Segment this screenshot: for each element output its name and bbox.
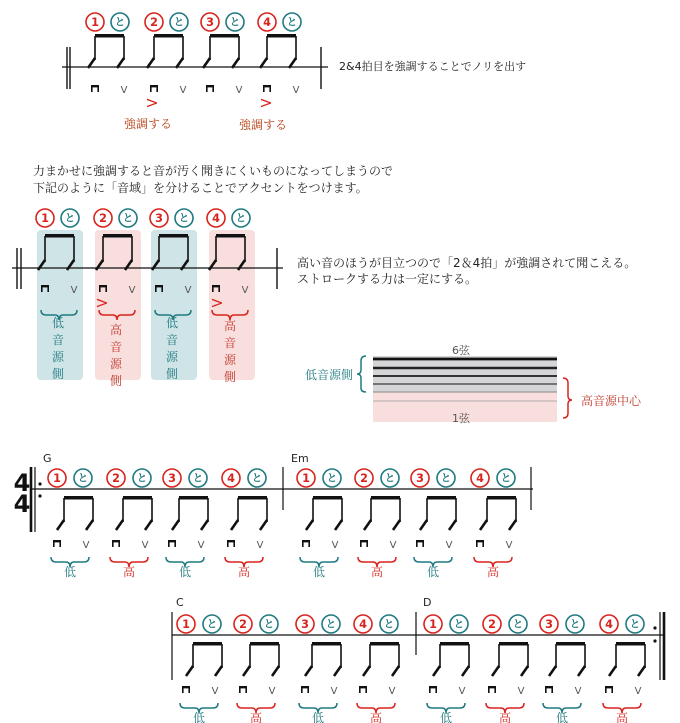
s1-and-1-text: と — [114, 16, 126, 29]
row2-d-down-2-r — [494, 686, 496, 693]
row2-c-beat-1-num: 1 — [182, 617, 190, 631]
s1-beat-2-num: 2 — [150, 15, 158, 29]
string-6-label: 6弦 — [452, 344, 470, 357]
row1-em-notes-4-beam — [487, 496, 516, 500]
row2-c-beat-2-num: 2 — [239, 617, 247, 631]
row2-d-beat-2-num: 2 — [488, 617, 496, 631]
s2-and-4-text: と — [235, 212, 247, 225]
row1-g-notes-3-beam — [179, 496, 208, 500]
row1-em-range-2: 高 — [370, 565, 384, 579]
row1-em-down-1-l — [302, 540, 304, 547]
row1-g-notes-2-beam — [123, 496, 152, 500]
row1-em-notes-1-head1 — [306, 520, 313, 530]
chord-c: C — [176, 596, 184, 609]
s1-and-3-text: と — [229, 16, 241, 29]
row1-g-notes-1-beam — [64, 496, 93, 500]
high-side-bracket — [563, 378, 572, 418]
row1-repeat-dot2 — [38, 494, 41, 497]
row2-c-notes-4-head1 — [363, 666, 370, 676]
s1-notes-2-beam — [154, 34, 183, 38]
row2-c-and-1-text: と — [206, 618, 218, 631]
row2-c-notes-4-head2 — [392, 666, 399, 676]
row1-em-beat-2-num: 2 — [360, 471, 368, 485]
explain-line-2: ストロークする力は一定にする。 — [297, 272, 478, 286]
s2-beat-3-num: 3 — [155, 211, 163, 225]
s1-down-3-r — [212, 85, 214, 92]
row2-c-beat-4-num: 4 — [359, 617, 367, 631]
row1-g-up-1: V — [82, 540, 90, 551]
row1-g-notes-4-head2 — [260, 520, 267, 530]
row1-em-notes-2-head1 — [364, 520, 371, 530]
s2-up-3: V — [184, 285, 192, 296]
row2-d-up-3: V — [574, 686, 582, 697]
row1-em-up-2: V — [389, 540, 397, 551]
row2-c-down-3-r — [307, 686, 309, 693]
row2-d-range-4: 高 — [615, 711, 629, 723]
low-side-bracket — [357, 356, 366, 392]
row2-c-beat-3-num: 3 — [301, 617, 309, 631]
s2-down-1-l — [41, 285, 43, 292]
row1-g-and-1-text: と — [77, 472, 89, 485]
row2-d-down-4-l — [605, 686, 607, 693]
row2-d-up-2: V — [517, 686, 525, 697]
row1-em-range-1: 低 — [312, 565, 326, 579]
string-1-label: 1弦 — [452, 412, 470, 425]
row1-g-beat-3-num: 3 — [168, 471, 176, 485]
low-side-label-1: 低音源側 — [51, 316, 64, 381]
row2-c-notes-1-head2 — [215, 666, 222, 676]
s2-beat-1-num: 1 — [41, 211, 49, 225]
row2-c-notes-2-beam — [250, 642, 279, 646]
s1-down-4-r — [269, 85, 271, 92]
s1-up-4: V — [292, 85, 300, 96]
s2-beat-2-num: 2 — [99, 211, 107, 225]
s1-notes-3-beam — [210, 34, 239, 38]
s2-and-3-text: と — [178, 212, 190, 225]
row2-d-notes-2-beam — [499, 642, 528, 646]
chord-em: Em — [291, 452, 309, 465]
s1-down-1-l — [91, 85, 93, 92]
row1-em-beat-3-num: 3 — [416, 471, 424, 485]
row1-g-up-2: V — [141, 540, 149, 551]
row1-g-range-3: 低 — [178, 565, 192, 579]
row2-d-notes-4-beam — [616, 642, 645, 646]
row2-d-notes-1-head1 — [433, 666, 440, 676]
row2-d-notes-2-head2 — [521, 666, 528, 676]
emphasize-label-2: 強調する — [124, 117, 173, 131]
row2-d-down-1-l — [429, 686, 431, 693]
row2-c-and-2-text: と — [263, 618, 275, 631]
row1-g-down-1-l — [53, 540, 55, 547]
row2-c-down-2-r — [245, 686, 247, 693]
row2-d-up-1: V — [458, 686, 466, 697]
row1-em-notes-3-head1 — [420, 520, 427, 530]
row2-c-notes-4-beam — [370, 642, 399, 646]
row1-g-and-2-text: と — [136, 472, 148, 485]
row1-em-down-3-l — [416, 540, 418, 547]
s2-notes-2-beam — [103, 234, 132, 238]
s2-down-2-l — [99, 285, 101, 292]
row1-em-notes-1-head2 — [335, 520, 342, 530]
row1-em-up-3: V — [445, 540, 453, 551]
row1-g-notes-4-head1 — [231, 520, 238, 530]
row1-g-down-3-l — [168, 540, 170, 547]
s2-notes-4-beam — [216, 234, 245, 238]
row2-c-down-1-l — [182, 686, 184, 693]
row1-em-down-2-l — [360, 540, 362, 547]
row2-d-notes-3-head2 — [578, 666, 585, 676]
row2-c-notes-1-beam — [193, 642, 222, 646]
s2-down-1-r — [47, 285, 49, 292]
row2-d-and-3-text: と — [569, 618, 581, 631]
row2-c-down-3-l — [301, 686, 303, 693]
row1-em-down-1-r — [308, 540, 310, 547]
s1-beat-1-num: 1 — [91, 15, 99, 29]
chord-d: D — [423, 596, 432, 609]
row1-g-and-4-text: と — [251, 472, 263, 485]
s1-up-2: V — [179, 85, 187, 96]
s2-and-1-text: と — [64, 212, 76, 225]
row2-c-notes-3-head2 — [334, 666, 341, 676]
time-sig-bottom: 4 — [13, 490, 31, 518]
row1-g-down-2-l — [112, 540, 114, 547]
low-side-label-3: 低音源側 — [165, 316, 178, 381]
row1-g-notes-2-head1 — [116, 520, 123, 530]
row1-g-and-3-text: と — [192, 472, 204, 485]
row2-d-beat-4-num: 4 — [605, 617, 613, 631]
row1-em-down-3-r — [422, 540, 424, 547]
s2-accent-4: > — [210, 293, 224, 312]
s1-notes-4-beam — [267, 34, 296, 38]
row2-d-notes-4-head1 — [609, 666, 616, 676]
row1-g-notes-1-head2 — [86, 520, 93, 530]
high-side-label-2: 高音源側 — [109, 323, 122, 388]
row1-em-and-3-text: と — [440, 472, 452, 485]
row1-em-down-2-r — [366, 540, 368, 547]
time-sig-top: 4 — [13, 469, 31, 497]
s1-accent-2: > — [145, 93, 159, 112]
s2-beat-4-num: 4 — [212, 211, 220, 225]
row2-d-notes-2-head1 — [492, 666, 499, 676]
row2-d-down-3-l — [545, 686, 547, 693]
row2-c-notes-1-head1 — [186, 666, 193, 676]
s1-accent-4: > — [259, 93, 273, 112]
row1-g-notes-1-head1 — [57, 520, 64, 530]
s1-beat-3-num: 3 — [206, 15, 214, 29]
row1-g-down-4-r — [233, 540, 235, 547]
row1-em-notes-4-head2 — [509, 520, 516, 530]
row1-g-down-3-r — [174, 540, 176, 547]
intro-line-1: 力まかせに強調すると音が汚く聞きにくいものになってしまうので — [33, 164, 394, 178]
row1-em-and-2-text: と — [384, 472, 396, 485]
row1-g-beat-2-num: 2 — [112, 471, 120, 485]
row2-d-down-2-l — [488, 686, 490, 693]
row2-c-and-4-text: と — [383, 618, 395, 631]
row2-c-range-4: 高 — [369, 711, 383, 723]
s1-and-2-text: と — [173, 16, 185, 29]
row2-d-notes-1-beam — [440, 642, 469, 646]
row2-c-notes-2-head2 — [272, 666, 279, 676]
row1-em-notes-3-beam — [427, 496, 456, 500]
s2-down-4-l — [212, 285, 214, 292]
s2-notes-3-beam — [159, 234, 188, 238]
row2-d-and-1-text: と — [453, 618, 465, 631]
row2-d-notes-1-head2 — [462, 666, 469, 676]
low-side-text: 低音源側 — [305, 368, 354, 382]
row1-g-beat-4-num: 4 — [227, 471, 235, 485]
row2-c-down-1-r — [188, 686, 190, 693]
row2-c-range-1: 低 — [192, 711, 206, 723]
row2-c-notes-3-beam — [312, 642, 341, 646]
row1-g-down-2-r — [118, 540, 120, 547]
s2-up-1: V — [70, 285, 78, 296]
strings-low-bg — [373, 356, 557, 392]
s2-up-4: V — [241, 285, 249, 296]
row2-c-up-4: V — [388, 686, 396, 697]
row1-em-beat-1-num: 1 — [302, 471, 310, 485]
s2-notes-1-beam — [45, 234, 74, 238]
row1-repeat-dot1 — [38, 482, 41, 485]
row1-em-notes-1-beam — [313, 496, 342, 500]
s2-up-2: V — [128, 285, 136, 296]
row1-g-range-4: 高 — [237, 565, 251, 579]
row1-em-and-1-text: と — [326, 472, 338, 485]
row1-em-notes-2-beam — [371, 496, 400, 500]
row2-d-and-4-text: と — [629, 618, 641, 631]
intro-line-2: 下記のように「音域」を分けることでアクセントをつけます。 — [33, 181, 368, 195]
row2-d-and-2-text: と — [512, 618, 524, 631]
row2-d-up-4: V — [634, 686, 642, 697]
row2-d-range-3: 低 — [555, 711, 569, 723]
row2-d-notes-4-head2 — [638, 666, 645, 676]
s1-and-4-text: と — [286, 16, 298, 29]
row1-em-notes-2-head2 — [393, 520, 400, 530]
row1-g-up-4: V — [256, 540, 264, 551]
row2-c-down-4-l — [359, 686, 361, 693]
s1-up-3: V — [235, 85, 243, 96]
s2-down-4-r — [218, 285, 220, 292]
row2-repeat-dot1 — [653, 626, 656, 629]
row1-em-up-4: V — [505, 540, 513, 551]
s1-down-1-r — [97, 85, 99, 92]
row2-d-range-2: 高 — [498, 711, 512, 723]
s1-down-2-r — [156, 85, 158, 92]
row2-d-beat-3-num: 3 — [545, 617, 553, 631]
row1-g-notes-3-head2 — [201, 520, 208, 530]
explain-line-1: 高い音のほうが目立つので「2＆4拍」が強調されて聞こえる。 — [297, 256, 637, 270]
row1-em-notes-3-head2 — [449, 520, 456, 530]
row2-c-notes-3-head1 — [305, 666, 312, 676]
row1-em-notes-4-head1 — [480, 520, 487, 530]
row2-c-range-2: 高 — [249, 711, 263, 723]
row1-em-down-4-r — [482, 540, 484, 547]
row2-d-range-1: 低 — [439, 711, 453, 723]
section1-note: 2&4拍目を強調することでノリを出す — [339, 60, 527, 73]
row1-g-notes-4-beam — [238, 496, 267, 500]
high-side-text: 高音源中心 — [581, 394, 642, 408]
row1-g-notes-3-head1 — [172, 520, 179, 530]
chord-g: G — [43, 452, 52, 465]
s2-down-2-r — [105, 285, 107, 292]
row2-d-notes-3-head1 — [549, 666, 556, 676]
row1-em-range-4: 高 — [486, 565, 500, 579]
row1-g-range-2: 高 — [122, 565, 136, 579]
row1-g-down-1-r — [59, 540, 61, 547]
row2-c-and-3-text: と — [325, 618, 337, 631]
row1-em-up-1: V — [331, 540, 339, 551]
row2-repeat-dot2 — [653, 639, 656, 642]
s1-down-3-l — [206, 85, 208, 92]
row2-d-beat-1-num: 1 — [429, 617, 437, 631]
row2-c-down-2-l — [239, 686, 241, 693]
row2-c-down-4-r — [365, 686, 367, 693]
row2-c-range-3: 低 — [311, 711, 325, 723]
s2-down-3-l — [155, 285, 157, 292]
s1-up-1: V — [120, 85, 128, 96]
s1-beat-4-num: 4 — [263, 15, 271, 29]
row2-c-up-3: V — [330, 686, 338, 697]
s1-down-4-l — [263, 85, 265, 92]
row1-g-beat-1-num: 1 — [53, 471, 61, 485]
high-side-label-4: 高音源側 — [223, 319, 236, 384]
emphasize-label-4: 強調する — [239, 118, 288, 132]
row1-g-notes-2-head2 — [145, 520, 152, 530]
row2-c-up-2: V — [268, 686, 276, 697]
row2-c-up-1: V — [211, 686, 219, 697]
row1-em-range-3: 低 — [426, 565, 440, 579]
row1-em-and-4-text: と — [500, 472, 512, 485]
row2-c-notes-2-head1 — [243, 666, 250, 676]
row1-em-down-4-l — [476, 540, 478, 547]
s2-accent-2: > — [95, 293, 109, 312]
row2-d-down-1-r — [435, 686, 437, 693]
row2-d-down-4-r — [611, 686, 613, 693]
row2-d-notes-3-beam — [556, 642, 585, 646]
s1-notes-1-beam — [95, 34, 124, 38]
row1-g-up-3: V — [197, 540, 205, 551]
row2-d-down-3-r — [551, 686, 553, 693]
s1-down-2-l — [150, 85, 152, 92]
s2-and-2-text: と — [122, 212, 134, 225]
s2-down-3-r — [161, 285, 163, 292]
row1-g-range-1: 低 — [63, 565, 77, 579]
row1-em-beat-4-num: 4 — [476, 471, 484, 485]
row1-g-down-4-l — [227, 540, 229, 547]
